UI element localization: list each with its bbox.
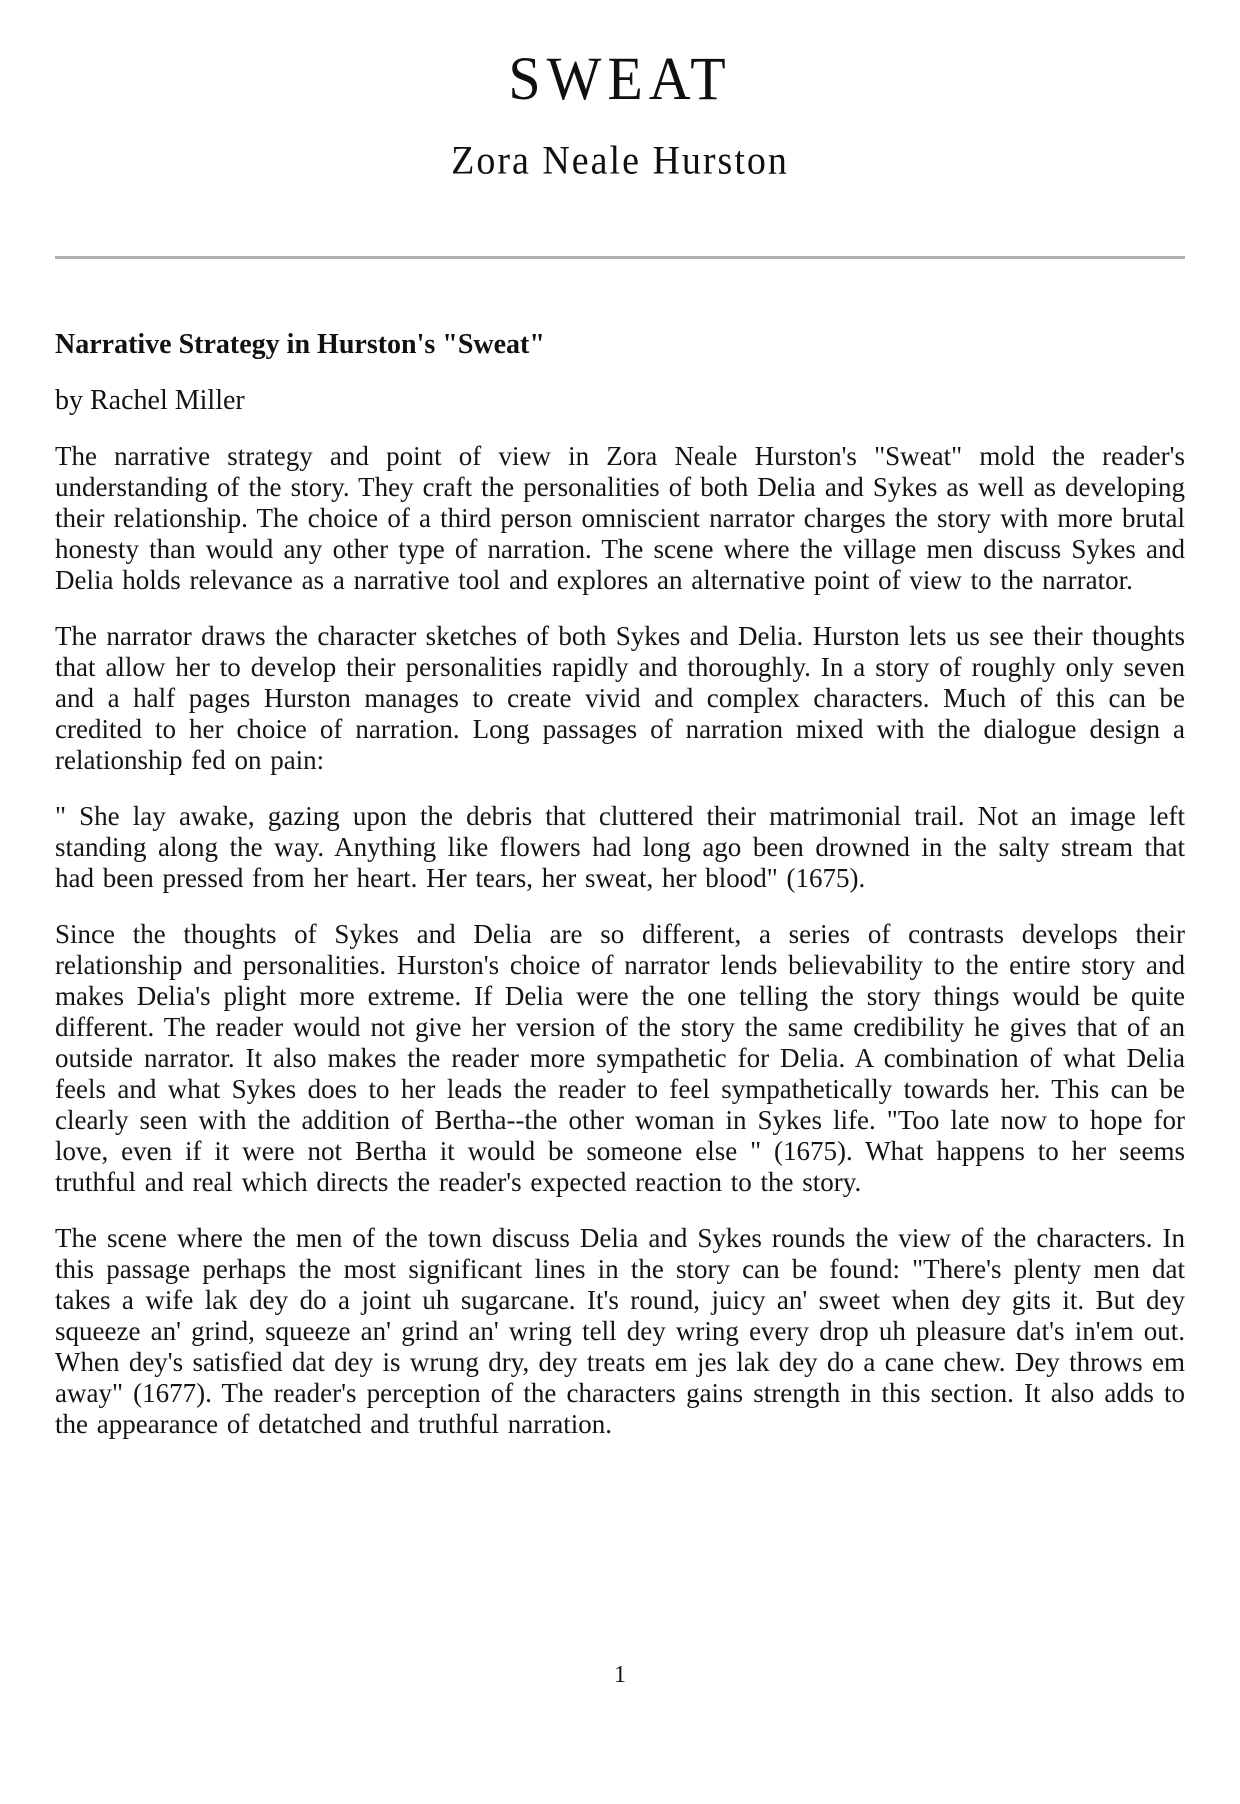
- document-page: [0, 44, 1240, 1440]
- page-number: 1: [614, 1662, 626, 1688]
- essay-paragraph: The narrative strategy and point of view in Zora Neale Hurston's "Sweat" mold the reader's understanding of the story. They craft the personalities of both Delia and Sykes as well as developing their relationship. The choice of a third person omniscient narrator charges the story with more brutal honesty than would any other type of narration. The scene where the village men discuss Sykes and Delia holds relevance as a narrative tool and explores an alternative point of view to the narrator.: [55, 441, 1185, 595]
- document-title: SWEAT: [508, 44, 732, 113]
- essay-paragraph-quote: " She lay awake, gazing upon the debris that cluttered their matrimonial trail. Not an image left standing along the way. Anything like flowers had long ago been drowned in the salty stream that had been pressed from her heart. Her tears, her sweat, her blood" (1675).: [55, 801, 1185, 893]
- horizontal-rule: [55, 256, 1185, 259]
- essay-body: [55, 441, 1185, 1440]
- essay-paragraph: The narrator draws the character sketches of both Sykes and Delia. Hurston lets us see their thoughts that allow her to develop their personalities rapidly and thoroughly. In a story of roughly only seven and a half pages Hurston manages to create vivid and complex characters. Much of this can be credited to her choice of narration. Long passages of narration mixed with the dialogue design a relationship fed on pain:: [55, 621, 1185, 775]
- document-author: Zora Neale Hurston: [451, 138, 789, 184]
- essay-paragraph: The scene where the men of the town discuss Delia and Sykes rounds the view of the characters. In this passage perhaps the most significant lines in the story can be found: "There's plenty men dat takes a wife lak dey do a joint uh sugarcane. It's round, juicy an' sweet when dey gits it. But dey squeeze an' grind, squeeze an' grind an' wring tell dey wring every drop uh pleasure dat's in'em out. When dey's satisfied dat dey is wrung dry, dey treats em jes lak dey do a cane chew. Dey throws em away" (1677). The reader's perception of the characters gains strength in this section. It also adds to the appearance of detatched and truthful narration.: [55, 1223, 1185, 1439]
- essay-heading: Narrative Strategy in Hurston's "Sweat": [55, 329, 545, 360]
- essay-byline: by Rachel Miller: [55, 385, 245, 416]
- essay-paragraph: Since the thoughts of Sykes and Delia are so different, a series of contrasts develops their relationship and personalities. Hurston's choice of narrator lends believability to the entire story and makes Delia's plight more extreme. If Delia were the one telling the story things would be quite different. The reader would not give her version of the story the same credibility he gives that of an outside narrator. It also makes the reader more sympathetic for Delia. A combination of what Delia feels and what Sykes does to her leads the reader to feel sympathetically towards her. This can be clearly seen with the addition of Bertha--the other woman in Sykes life. "Too late now to hope for love, even if it were not Bertha it would be someone else " (1675). What happens to her seems truthful and real which directs the reader's expected reaction to the story.: [55, 919, 1185, 1197]
